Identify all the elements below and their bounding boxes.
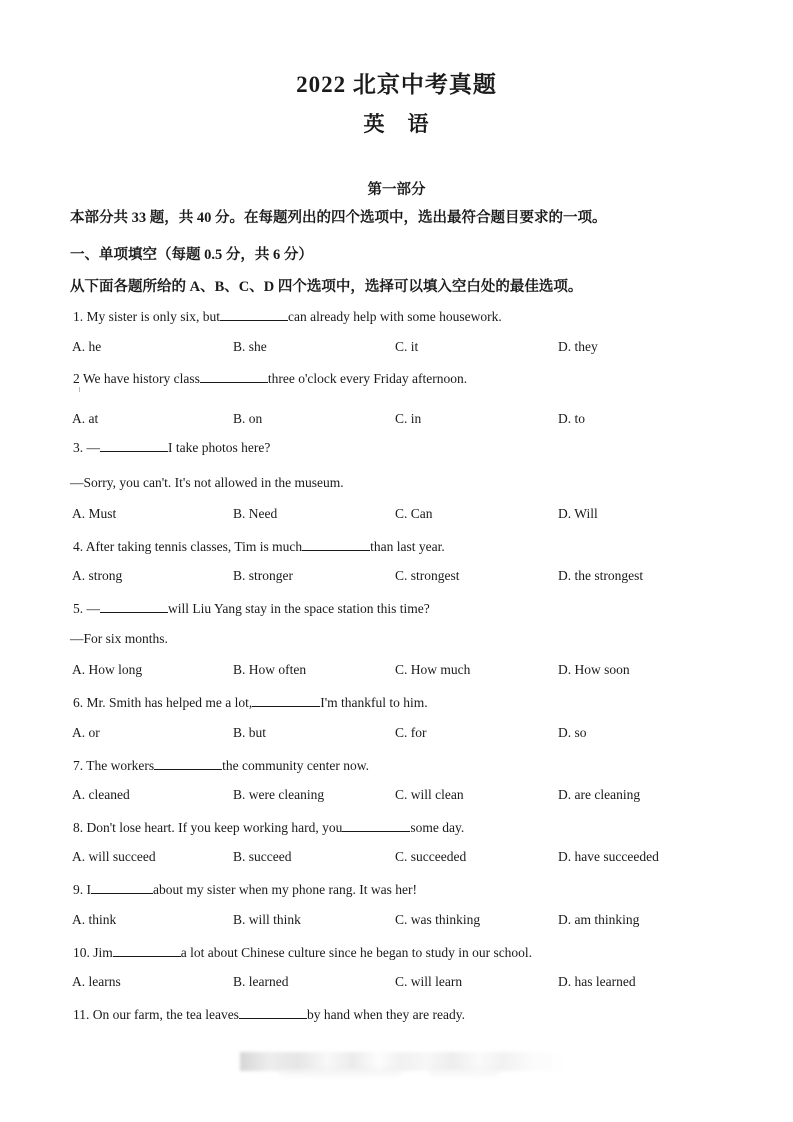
option-row-9 — [0, 912, 793, 930]
option-5-d[interactable]: D. How soon — [558, 662, 630, 677]
option-3-d[interactable]: D. Will — [558, 506, 598, 521]
option-row-7 — [0, 787, 793, 805]
answer-blank-3 — [100, 438, 168, 452]
option-3-a[interactable]: A. Must — [72, 506, 117, 521]
question-stem-11-after: by hand when they are ready. — [306, 1006, 465, 1022]
question-stem-1 — [73, 307, 502, 325]
option-10-b[interactable]: B. learned — [233, 974, 289, 989]
answer-blank-2 — [200, 369, 268, 383]
answer-blank-4 — [302, 537, 370, 551]
question-stem-1-after: can already help with some housework. — [288, 308, 502, 324]
option-8-b[interactable]: B. succeed — [233, 849, 292, 864]
question-stem-6 — [73, 693, 428, 711]
question-stem-9-before: 9. I — [73, 881, 91, 897]
option-row-2 — [0, 411, 793, 429]
question-stem-7-after: the community center now. — [222, 757, 369, 773]
redacted-watermark-fragment-right — [430, 1068, 500, 1076]
option-2-a[interactable]: A. at — [72, 411, 99, 426]
answer-blank-5 — [100, 599, 168, 613]
option-3-b[interactable]: B. Need — [233, 506, 278, 521]
stray-mark — [79, 387, 80, 392]
page-title: 2022 北京中考真题 — [296, 72, 497, 97]
answer-blank-6 — [252, 693, 320, 707]
question-stem-6-before: 6. Mr. Smith has helped me a lot, — [73, 694, 253, 710]
option-row-3 — [0, 506, 793, 524]
question-stem-11-before: 11. On our farm, the tea leaves — [73, 1006, 239, 1022]
question-stem-9 — [73, 880, 417, 898]
option-7-b[interactable]: B. were cleaning — [233, 787, 325, 802]
option-6-d[interactable]: D. so — [558, 725, 587, 740]
question-stem-8-after: some day. — [410, 819, 465, 835]
question-stem-4-after: than last year. — [370, 538, 445, 554]
option-2-d[interactable]: D. to — [558, 411, 585, 426]
page-subtitle: 英 语 — [363, 112, 430, 136]
question-stem-9-after: about my sister when my phone rang. It was her! — [153, 881, 417, 897]
option-row-8 — [0, 849, 793, 867]
question-stem-8 — [73, 818, 464, 836]
option-6-c[interactable]: C. for — [395, 725, 427, 740]
question-stem-10-after: a lot about Chinese culture since he began to study in our school. — [180, 944, 533, 960]
question-stem-1-before: 1. My sister is only six, but — [73, 308, 221, 324]
question-stem-3-after: I take photos here? — [168, 439, 271, 455]
answer-blank-9 — [91, 880, 153, 894]
option-5-c[interactable]: C. How much — [395, 662, 471, 677]
option-row-4 — [0, 568, 793, 586]
option-row-5 — [0, 662, 793, 680]
question-stem-11 — [73, 1005, 465, 1023]
question-stem-5 — [73, 599, 430, 617]
answer-blank-10 — [113, 943, 181, 957]
option-5-a[interactable]: A. How long — [72, 662, 143, 677]
question-stem-5-before: 5. — — [73, 600, 100, 616]
question-stem-8-before: 8. Don't lose heart. If you keep working hard, you — [73, 819, 343, 835]
question-stem-3 — [73, 438, 270, 456]
question-stem-2-before: 2 We have history class — [73, 370, 200, 386]
option-9-b[interactable]: B. will think — [233, 912, 301, 927]
option-8-c[interactable]: C. succeeded — [395, 849, 467, 864]
option-9-d[interactable]: D. am thinking — [558, 912, 640, 927]
option-2-b[interactable]: B. on — [233, 411, 263, 426]
question-stem-10 — [73, 943, 532, 961]
question-reply-3: —Sorry, you can't. It's not allowed in the museum. — [70, 475, 344, 490]
question-stem-7-before: 7. The workers — [73, 757, 155, 773]
option-8-d[interactable]: D. have succeeded — [558, 849, 659, 864]
redacted-watermark-fragment-left — [280, 1068, 400, 1076]
option-4-b[interactable]: B. stronger — [233, 568, 293, 583]
instruction-line-2: 一、单项填空（每题 0.5 分，共 6 分） — [70, 247, 313, 263]
option-1-a[interactable]: A. he — [72, 339, 102, 354]
option-4-c[interactable]: C. strongest — [395, 568, 460, 583]
option-row-1 — [0, 339, 793, 357]
question-reply-5: —For six months. — [70, 631, 168, 646]
answer-blank-7 — [154, 756, 222, 770]
question-stem-2 — [73, 369, 467, 387]
question-stem-2-after: three o'clock every Friday afternoon. — [267, 370, 468, 386]
option-4-d[interactable]: D. the strongest — [558, 568, 644, 583]
option-1-c[interactable]: C. it — [395, 339, 419, 354]
option-5-b[interactable]: B. How often — [233, 662, 307, 677]
instruction-line-1: 本部分共 33 题，共 40 分。在每题列出的四个选项中，选出最符合题目要求的一项。 — [70, 210, 607, 226]
question-stem-4-before: 4. After taking tennis classes, Tim is much — [73, 538, 303, 554]
option-6-a[interactable]: A. or — [72, 725, 100, 740]
option-2-c[interactable]: C. in — [395, 411, 422, 426]
question-stem-10-before: 10. Jim — [73, 944, 113, 960]
option-1-b[interactable]: B. she — [233, 339, 267, 354]
question-stem-3-before: 3. — — [73, 439, 100, 455]
option-row-6 — [0, 725, 793, 743]
option-10-d[interactable]: D. has learned — [558, 974, 636, 989]
answer-blank-8 — [342, 818, 410, 832]
option-9-a[interactable]: A. think — [72, 912, 117, 927]
option-1-d[interactable]: D. they — [558, 339, 598, 354]
option-3-c[interactable]: C. Can — [395, 506, 433, 521]
answer-blank-1 — [220, 307, 288, 321]
option-9-c[interactable]: C. was thinking — [395, 912, 481, 927]
question-stem-5-after: will Liu Yang stay in the space station this time? — [168, 600, 430, 616]
option-10-c[interactable]: C. will learn — [395, 974, 463, 989]
question-stem-4 — [73, 537, 445, 555]
option-10-a[interactable]: A. learns — [72, 974, 121, 989]
question-stem-6-after: I'm thankful to him. — [320, 694, 428, 710]
option-8-a[interactable]: A. will succeed — [72, 849, 156, 864]
option-6-b[interactable]: B. but — [233, 725, 267, 740]
option-row-10 — [0, 974, 793, 992]
question-stem-7 — [73, 756, 369, 774]
option-7-c[interactable]: C. will clean — [395, 787, 464, 802]
option-7-d[interactable]: D. are cleaning — [558, 787, 641, 802]
instruction-line-3: 从下面各题所给的 A、B、C、D 四个选项中，选择可以填入空白处的最佳选项。 — [70, 279, 583, 295]
option-4-a[interactable]: A. strong — [72, 568, 123, 583]
option-7-a[interactable]: A. cleaned — [72, 787, 130, 802]
part-heading: 第一部分 — [367, 182, 426, 198]
answer-blank-11 — [239, 1005, 307, 1019]
